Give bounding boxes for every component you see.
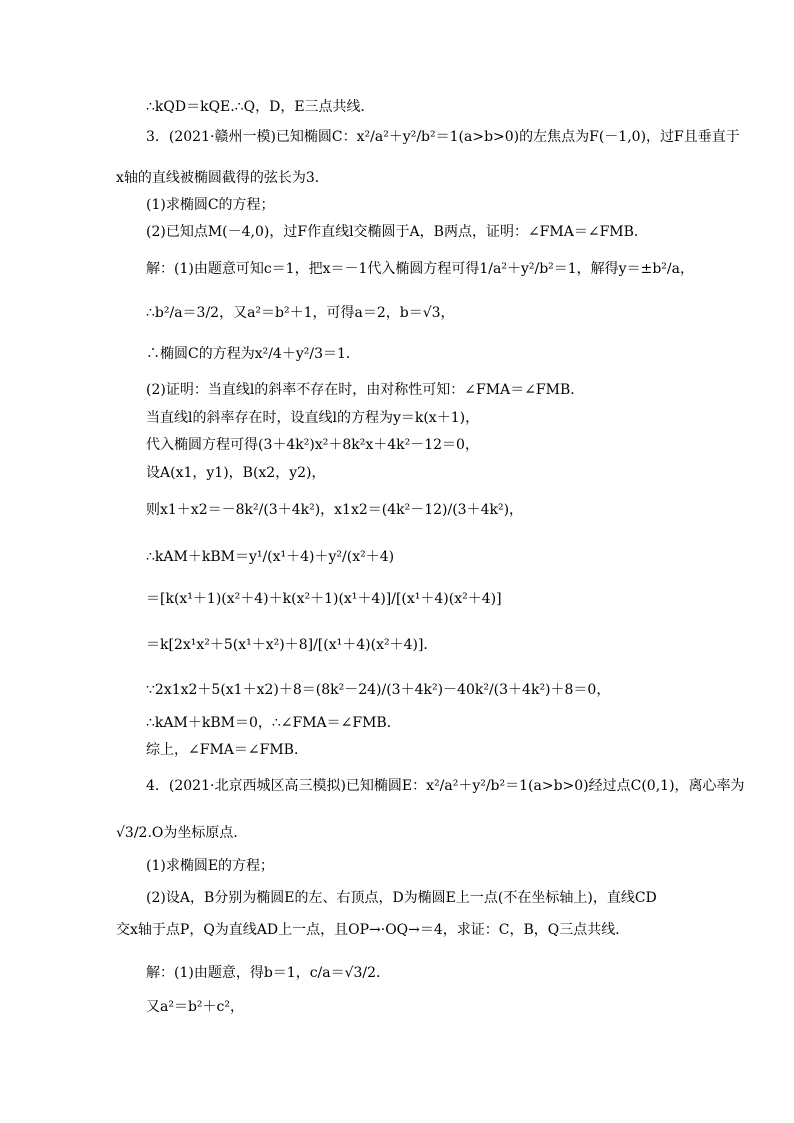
text-line-12: 设A(x1，y1)，B(x2，y2)， bbox=[146, 465, 326, 481]
text-line-8: ∴椭圆C的方程为x²/4＋y²/3＝1． bbox=[146, 346, 360, 362]
text-line-11: 代入椭圆方程可得(3＋4k²)x²＋8k²x＋4k²－12＝0， bbox=[146, 437, 479, 453]
text-line-21: √3/2.O为坐标原点． bbox=[116, 825, 248, 841]
text-line-15: ＝[k(x¹＋1)(x²＋4)＋k(x²＋1)(x¹＋4)]/[(x¹＋4)(x²＋4)] bbox=[146, 591, 502, 607]
text-line-9: (2)证明：当直线l的斜率不存在时，由对称性可知：∠FMA＝∠FMB． bbox=[146, 382, 585, 398]
text-line-24: 交x轴于点P，Q为直线AD上一点，且OP→·OQ→＝4，求证：C，B，Q三点共线． bbox=[116, 922, 630, 938]
text-line-22: (1)求椭圆E的方程； bbox=[146, 858, 275, 874]
text-line-6: 解：(1)由题意可知c＝1，把x＝－1代入椭圆方程可得1/a²＋y²/b²＝1，解得y＝±b²/a， bbox=[146, 261, 694, 277]
text-line-20: 4．(2021·北京西城区高三模拟)已知椭圆E：x²/a²＋y²/b²＝1(a>b>0)经过点C(0,1)，离心率为 bbox=[146, 778, 745, 794]
text-line-19: 综上，∠FMA＝∠FMB． bbox=[146, 742, 308, 758]
text-line-13: 则x1＋x2＝－8k²/(3＋4k²)，x1x2＝(4k²－12)/(3＋4k²)， bbox=[146, 502, 524, 518]
text-line-5: (2)已知点M(－4,0)，过F作直线l交椭圆于A，B两点，证明：∠FMA＝∠FMB． bbox=[146, 224, 648, 240]
text-line-16: ＝k[2x¹x²＋5(x¹＋x²)＋8]/[(x¹＋4)(x²＋4)]． bbox=[146, 637, 438, 653]
text-line-14: ∴kAM＋kBM＝y¹/(x¹＋4)＋y²/(x²＋4) bbox=[146, 549, 395, 565]
text-line-26: 又a²＝b²＋c²， bbox=[146, 999, 244, 1015]
text-line-17: ∵2x1x2＋5(x1＋x2)＋8＝(8k²－24)/(3＋4k²)－40k²/(3＋4k²)＋8＝0， bbox=[146, 682, 611, 698]
text-line-10: 当直线l的斜率存在时，设直线l的方程为y＝k(x＋1)， bbox=[146, 410, 480, 426]
text-line-4: (1)求椭圆C的方程； bbox=[146, 197, 275, 213]
text-line-7: ∴b²/a＝3/2，又a²＝b²＋1，可得a＝2，b＝√3， bbox=[146, 305, 455, 321]
text-line-2: 3．(2021·赣州一模)已知椭圆C：x²/a²＋y²/b²＝1(a>b>0)的左焦点为F(－1,0)，过F且垂直于 bbox=[146, 129, 740, 145]
text-line-1: ∴kQD＝kQE.∴Q，D，E三点共线． bbox=[146, 99, 375, 115]
text-line-23: (2)设A，B分别为椭圆E的左、右顶点，D为椭圆E上一点(不在坐标轴上)，直线CD bbox=[146, 890, 657, 906]
text-line-25: 解：(1)由题意，得b＝1，c/a＝√3/2． bbox=[146, 965, 391, 981]
text-line-3: x轴的直线被椭圆截得的弦长为3． bbox=[116, 170, 329, 186]
text-line-18: ∴kAM＋kBM＝0，∴∠FMA＝∠FMB． bbox=[146, 715, 401, 731]
